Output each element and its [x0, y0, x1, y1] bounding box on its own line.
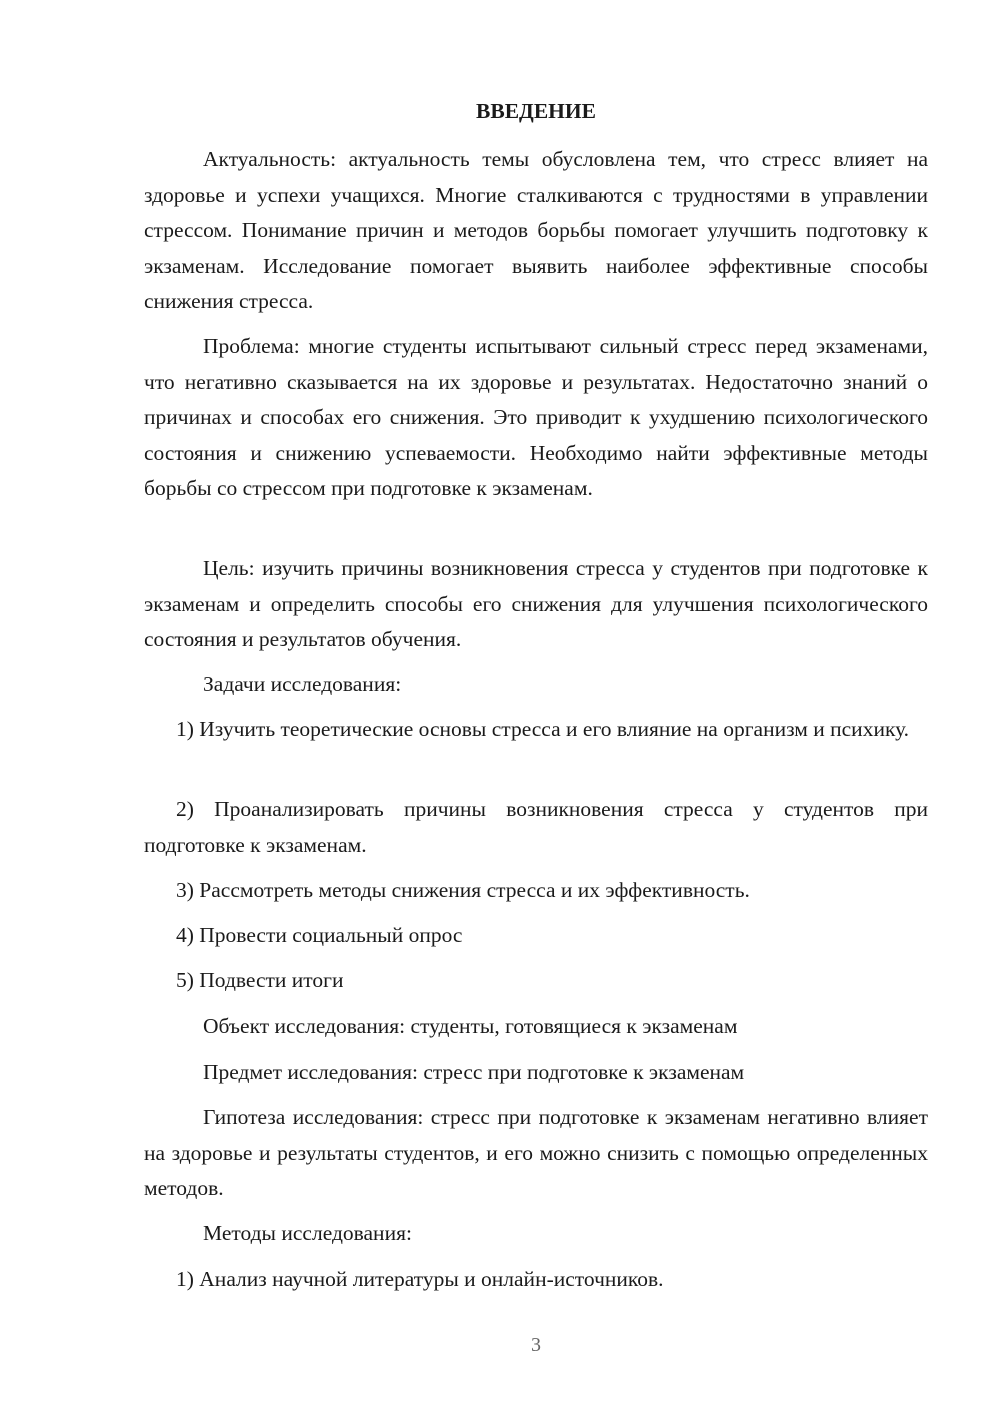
task-item-1: 1) Изучить теоретические основы стресса и его влияние на организм и психику. [176, 717, 910, 741]
paragraph-hypothesis: Гипотеза исследования: стресс при подготовке к экзаменам негативно влияет на здоровье и результаты студентов, и его можно снизить с помощью определенных методов. [144, 1105, 928, 1200]
paragraph-goal: Цель: изучить причины возникновения стресса у студентов при подготовке к экзаменам и определить способы его снижения для улучшения психологического состояния и результатов обучения. [144, 556, 928, 651]
methods-title: Методы исследования: [203, 1221, 412, 1245]
method-item-1: 1) Анализ научной литературы и онлайн-источников. [176, 1267, 664, 1291]
task-item-3: 3) Рассмотреть методы снижения стресса и их эффективность. [176, 878, 750, 902]
task-item-4: 4) Провести социальный опрос [176, 923, 463, 947]
paragraph-subject: Предмет исследования: стресс при подготовке к экзаменам [203, 1060, 745, 1084]
tasks-title: Задачи исследования: [203, 672, 402, 696]
page-number: 3 [531, 1334, 541, 1356]
task-item-5: 5) Подвести итоги [176, 968, 344, 992]
paragraph-problem: Проблема: многие студенты испытывают сильный стресс перед экзаменами, что негативно сказывается на их здоровье и результатах. Недостаточно знаний о причинах и способах его снижения. Это приводит к ухудшению психологического состояния и снижению успеваемости. Необходимо найти эффективные методы борьбы со стрессом при подготовке к экзаменам. [144, 334, 928, 500]
paragraph-object: Объект исследования: студенты, готовящиеся к экзаменам [203, 1014, 738, 1038]
task-item-2: 2) Проанализировать причины возникновения стресса у студентов при подготовке к экзаменам. [144, 797, 928, 857]
paragraph-relevance: Актуальность: актуальность темы обусловлена тем, что стресс влияет на здоровье и успехи учащихся. Многие сталкиваются с трудностями в управлении стрессом. Понимание причин и методов борьбы помогает улучшить подготовку к экзаменам. Исследование помогает выявить наиболее эффективные способы снижения стресса. [144, 147, 928, 313]
section-heading: ВВЕДЕНИЕ [476, 99, 596, 123]
